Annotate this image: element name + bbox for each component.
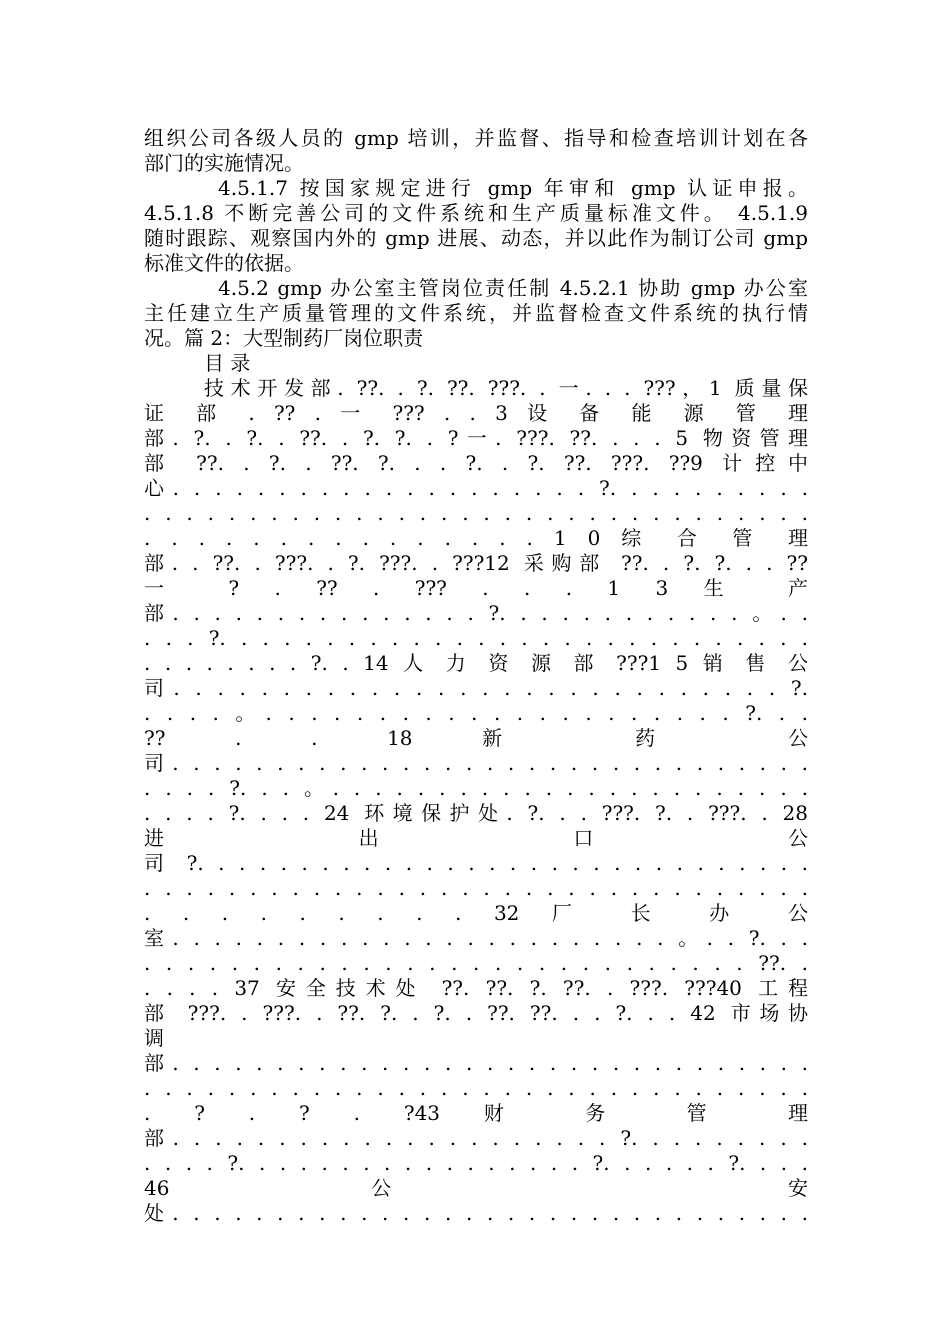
text-line: . . . . ?. . . . 24 环境保护处. ?. . . ???. ?. . ???. . 28 — [144, 801, 808, 825]
text-line: 主任建立生产质量管理的文件系统，并监督检查文件系统的执行情 — [144, 301, 808, 325]
text-line: . . . ?. . . . . . . . . . . . . . . . . . . . . . . . . . . . — [144, 626, 808, 650]
text-line: 部. . ??. . ???. . ?. ???. . ???12 采购部 ??. . ?. ?. . . ?? — [144, 551, 808, 575]
text-line: 司. . . . . . . . . . . . . . . . . . . . . . . . . . . . ?. — [144, 676, 808, 700]
text-line: 46 公 安 — [144, 1176, 808, 1200]
text-line: 部 ??. . ?. . ??. ?. . . ?. . ?. ??. ???. ??9 计控中 — [144, 451, 808, 475]
text-line: 证 部 . ?? . 一 ??? . . 3 设 备 能 源 管 理 — [144, 401, 808, 425]
text-line: . . . . . . . . . . . . . . . . . . . . . . . . . . . . . . . . — [144, 501, 808, 525]
text-line: . . . . 37 安全技术处 ??. ??. ?. ??. . ???. ???40 工程 — [144, 976, 808, 1000]
text-line: 室. . . . . . . . . . . . . . . . . . . . . . . . 。. . ?. . . — [144, 926, 808, 950]
text-line: 4.5.1.7 按国家规定进行 gmp 年审和 gmp 认证申报。 — [218, 176, 808, 200]
text-line: 况。篇 2：大型制药厂岗位职责 — [144, 326, 424, 350]
text-line: . . . . . . . . . . . . . . . . . . . . . . . . . . . . . . . . — [144, 876, 808, 900]
text-line: 部. . . . . . . . . . . . . . . . . . . . . . . . . . . . . . . — [144, 1051, 808, 1075]
text-line: . . . . ?. . . 。. . . . . . . . . . . . . . . . . . . . . . . — [144, 776, 808, 800]
text-line: . . . . . . . . . . . . . . . 1 0 综 合 管 理 — [144, 526, 808, 550]
text-line: 4.5.2 gmp 办公室主管岗位责任制 4.5.2.1 协助 gmp 办公室 — [218, 276, 808, 300]
text-line: 部 ???. . ???. . ??. ?. . ?. . ??. ??. . . ?. . . 42 市场协 — [144, 1001, 808, 1025]
text-line: 目 录 — [204, 351, 251, 375]
text-line: . . . . . . . . . . . . . . . . . . . . . . . . . . . . . . . . — [144, 1076, 808, 1100]
text-line: . . . . ?. . . . . . . . . . . . . . . . . ?. . . . . . ?. . . . — [144, 1151, 808, 1175]
text-line: 进 出 口 公 — [144, 826, 808, 850]
text-line: 部门的实施情况。 — [144, 151, 304, 175]
text-line: 部. . . . . . . . . . . . . . . ?. . . . . . . . . . . . 。. . — [144, 601, 808, 625]
text-line: 4.5.1.8 不断完善公司的文件系统和生产质量标准文件。 4.5.1.9 — [144, 201, 808, 225]
text-line: ?? . . 18 新 药 公 — [144, 726, 808, 750]
text-line: . . . . . . . . . 32 厂 长 办 公 — [144, 901, 808, 925]
text-line: 一 ? . ?? . ??? . . . 1 3 生 产 — [144, 576, 808, 600]
text-line: . ? . ? . ?43 财 务 管 理 — [144, 1101, 808, 1125]
text-line: 部. . . . . . . . . . . . . . . . . . . . . ?. . . . . . . . . — [144, 1126, 808, 1150]
text-line: . . . . . . . . . . . . . . . . . . . . . . . . . . . . ??. . — [144, 951, 808, 975]
text-line: 随时跟踪、观察国内外的 gmp 进展、动态，并以此作为制订公司 gmp — [144, 226, 808, 250]
text-line: 调 — [144, 1026, 164, 1050]
text-line: 心. . . . . . . . . . . . . . . . . . . . ?. . . . . . . . . . — [144, 476, 808, 500]
text-line: . . . . 。. . . . . . . . . . . . . . . . . . . . . ?. . . — [144, 701, 808, 725]
text-line: 技术开发部. ??. . ?. ??. ???. . 一. . . ???，1 质量保 — [204, 376, 808, 400]
text-line: . . . . . . . . ?. . 14 人 力 资 源 部 ???1 5 销 售 公 — [144, 651, 808, 675]
text-line: 司. . . . . . . . . . . . . . . . . . . . . . . . . . . . . . . — [144, 751, 808, 775]
text-line: 组织公司各级人员的 gmp 培训，并监督、指导和检查培训计划在各 — [144, 126, 808, 150]
text-line: 标准文件的依据。 — [144, 251, 304, 275]
text-line: 部. ?. . ?. . ??. . ?. ?. . ?一. ???. ??. . . . 5 物资管理 — [144, 426, 808, 450]
text-line: 司 ?. . . . . . . . . . . . . . . . . . . . . . . . . . . . . . — [144, 851, 808, 875]
text-line: 处. . . . . . . . . . . . . . . . . . . . . . . . . . . . . . . — [144, 1201, 808, 1225]
